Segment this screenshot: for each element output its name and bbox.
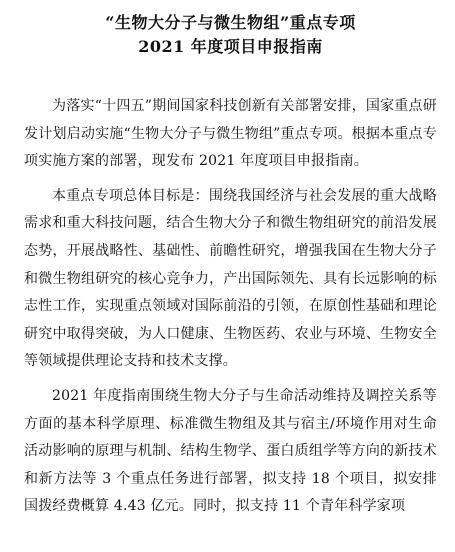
document-subtitle: 2021 年度项目申报指南: [138, 37, 323, 56]
document-body: [24, 93, 437, 521]
document-title: “生物大分子与微生物组”重点专项: [105, 13, 356, 32]
paragraph-goals: 本重点专项总体目标是：围绕我国经济与社会发展的重大战略需求和重大科技问题，结合生物大分子和微生物组研究的前沿发展态势，开展战略性、基础性、前瞻性研究，增强我国在生物大分子和微生物组研究的核心竞争力，产出国际领先、具有长远影响的标志性工作，实现重点领域对国际前沿的引领，在原创性基础和理论研究中取得突破，为人口健康、生物医药、农业与环境、生物安全等领域提供理论支持和技术支撑。: [24, 187, 437, 370]
paragraph-2021-guide: 2021 年度指南围绕生物大分子与生命活动维持及调控关系等方面的基本科学原理、标准微生物组及其与宿主/环境作用对生命活动影响的原理与机制、结构生物学、蛋白质组学等方向的新技术和新方法等 3 个重点任务进行部署，拟支持 18 个项目，拟安排国拨经费概算 4.43 亿元。同时，拟支持 11 个青年科学家项: [24, 387, 437, 515]
paragraph-intro: 为落实“十四五”期间国家科技创新有关部署安排，国家重点研发计划启动实施“生物大分子与微生物组”重点专项。根据本重点专项实施方案的部署，现发布 2021 年度项目申报指南。: [24, 98, 437, 170]
